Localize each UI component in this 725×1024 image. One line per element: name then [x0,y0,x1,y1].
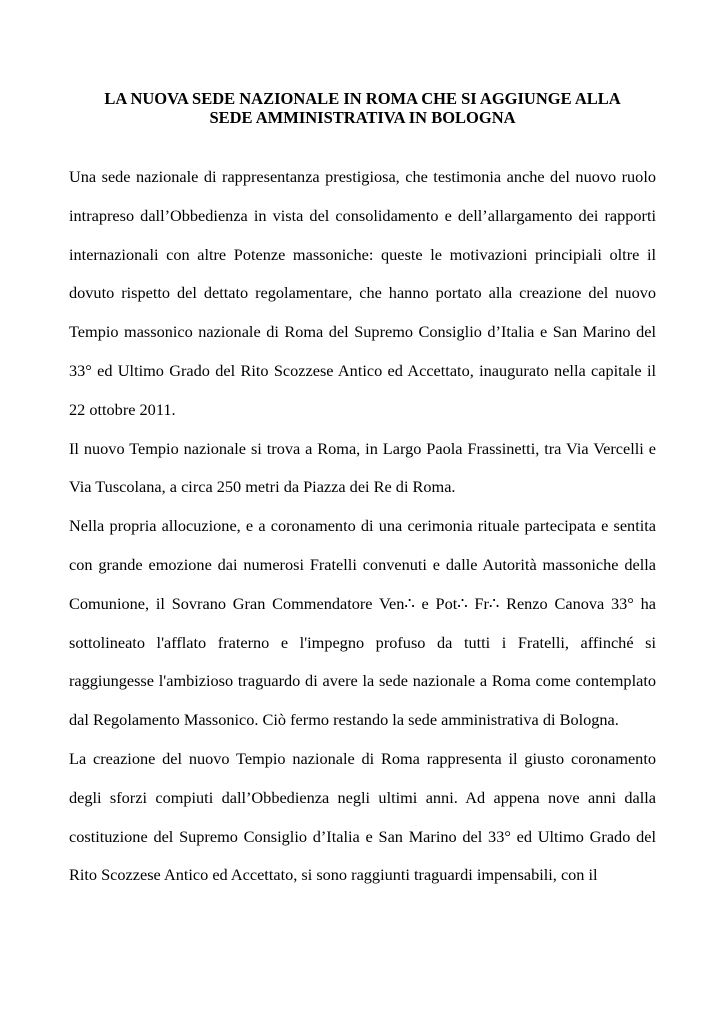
title-line-1: LA NUOVA SEDE NAZIONALE IN ROMA CHE SI AGGIUNGE ALLA [104,89,621,108]
document-body [69,158,656,895]
title-line-2: SEDE AMMINISTRATIVA IN BOLOGNA [209,108,516,127]
document-title [60,89,665,127]
paragraph-allocution: Nella propria allocuzione, e a coronamento di una cerimonia rituale partecipata e sentita con grande emozione dai numerosi Fratelli convenuti e dalle Autorità massoniche della Comunione, il Sovrano Gran Commendatore Ven∴ e Pot∴ Fr∴ Renzo Canova 33° ha sottolineato l'afflato fraterno e l'impegno profuso da tutti i Fratelli, affinché si raggiungesse l'ambizioso traguardo di avere la sede nazionale a Roma come contemplato dal Regolamento Massonico. Ciò fermo restando la sede amministrativa di Bologna. [69,516,656,730]
paragraph-location: Il nuovo Tempio nazionale si trova a Roma, in Largo Paola Frassinetti, tra Via Vercelli e Via Tuscolana, a circa 250 metri da Piazza dei Re di Roma. [69,438,656,497]
paragraph-creation: La creazione del nuovo Tempio nazionale di Roma rappresenta il giusto coronamento degli sforzi compiuti dall’Obbedienza negli ultimi anni. Ad appena nove anni dalla costituzione del Supremo Consiglio d’Italia e San Marino del 33° ed Ultimo Grado del Rito Scozzese Antico ed Accettato, si sono raggiunti traguardi impensabili, con il [69,748,656,885]
paragraph-intro: Una sede nazionale di rappresentanza prestigiosa, che testimonia anche del nuovo ruolo intrapreso dall’Obbedienza in vista del consolidamento e dell’allargamento dei rapporti internazionali con altre Potenze massoniche: queste le motivazioni principiali oltre il dovuto rispetto del dettato regolamentare, che hanno portato alla creazione del nuovo Tempio massonico nazionale di Roma del Supremo Consiglio d’Italia e San Marino del 33° ed Ultimo Grado del Rito Scozzese Antico ed Accettato, inaugurato nella capitale il 22 ottobre 2011. [69,167,656,419]
